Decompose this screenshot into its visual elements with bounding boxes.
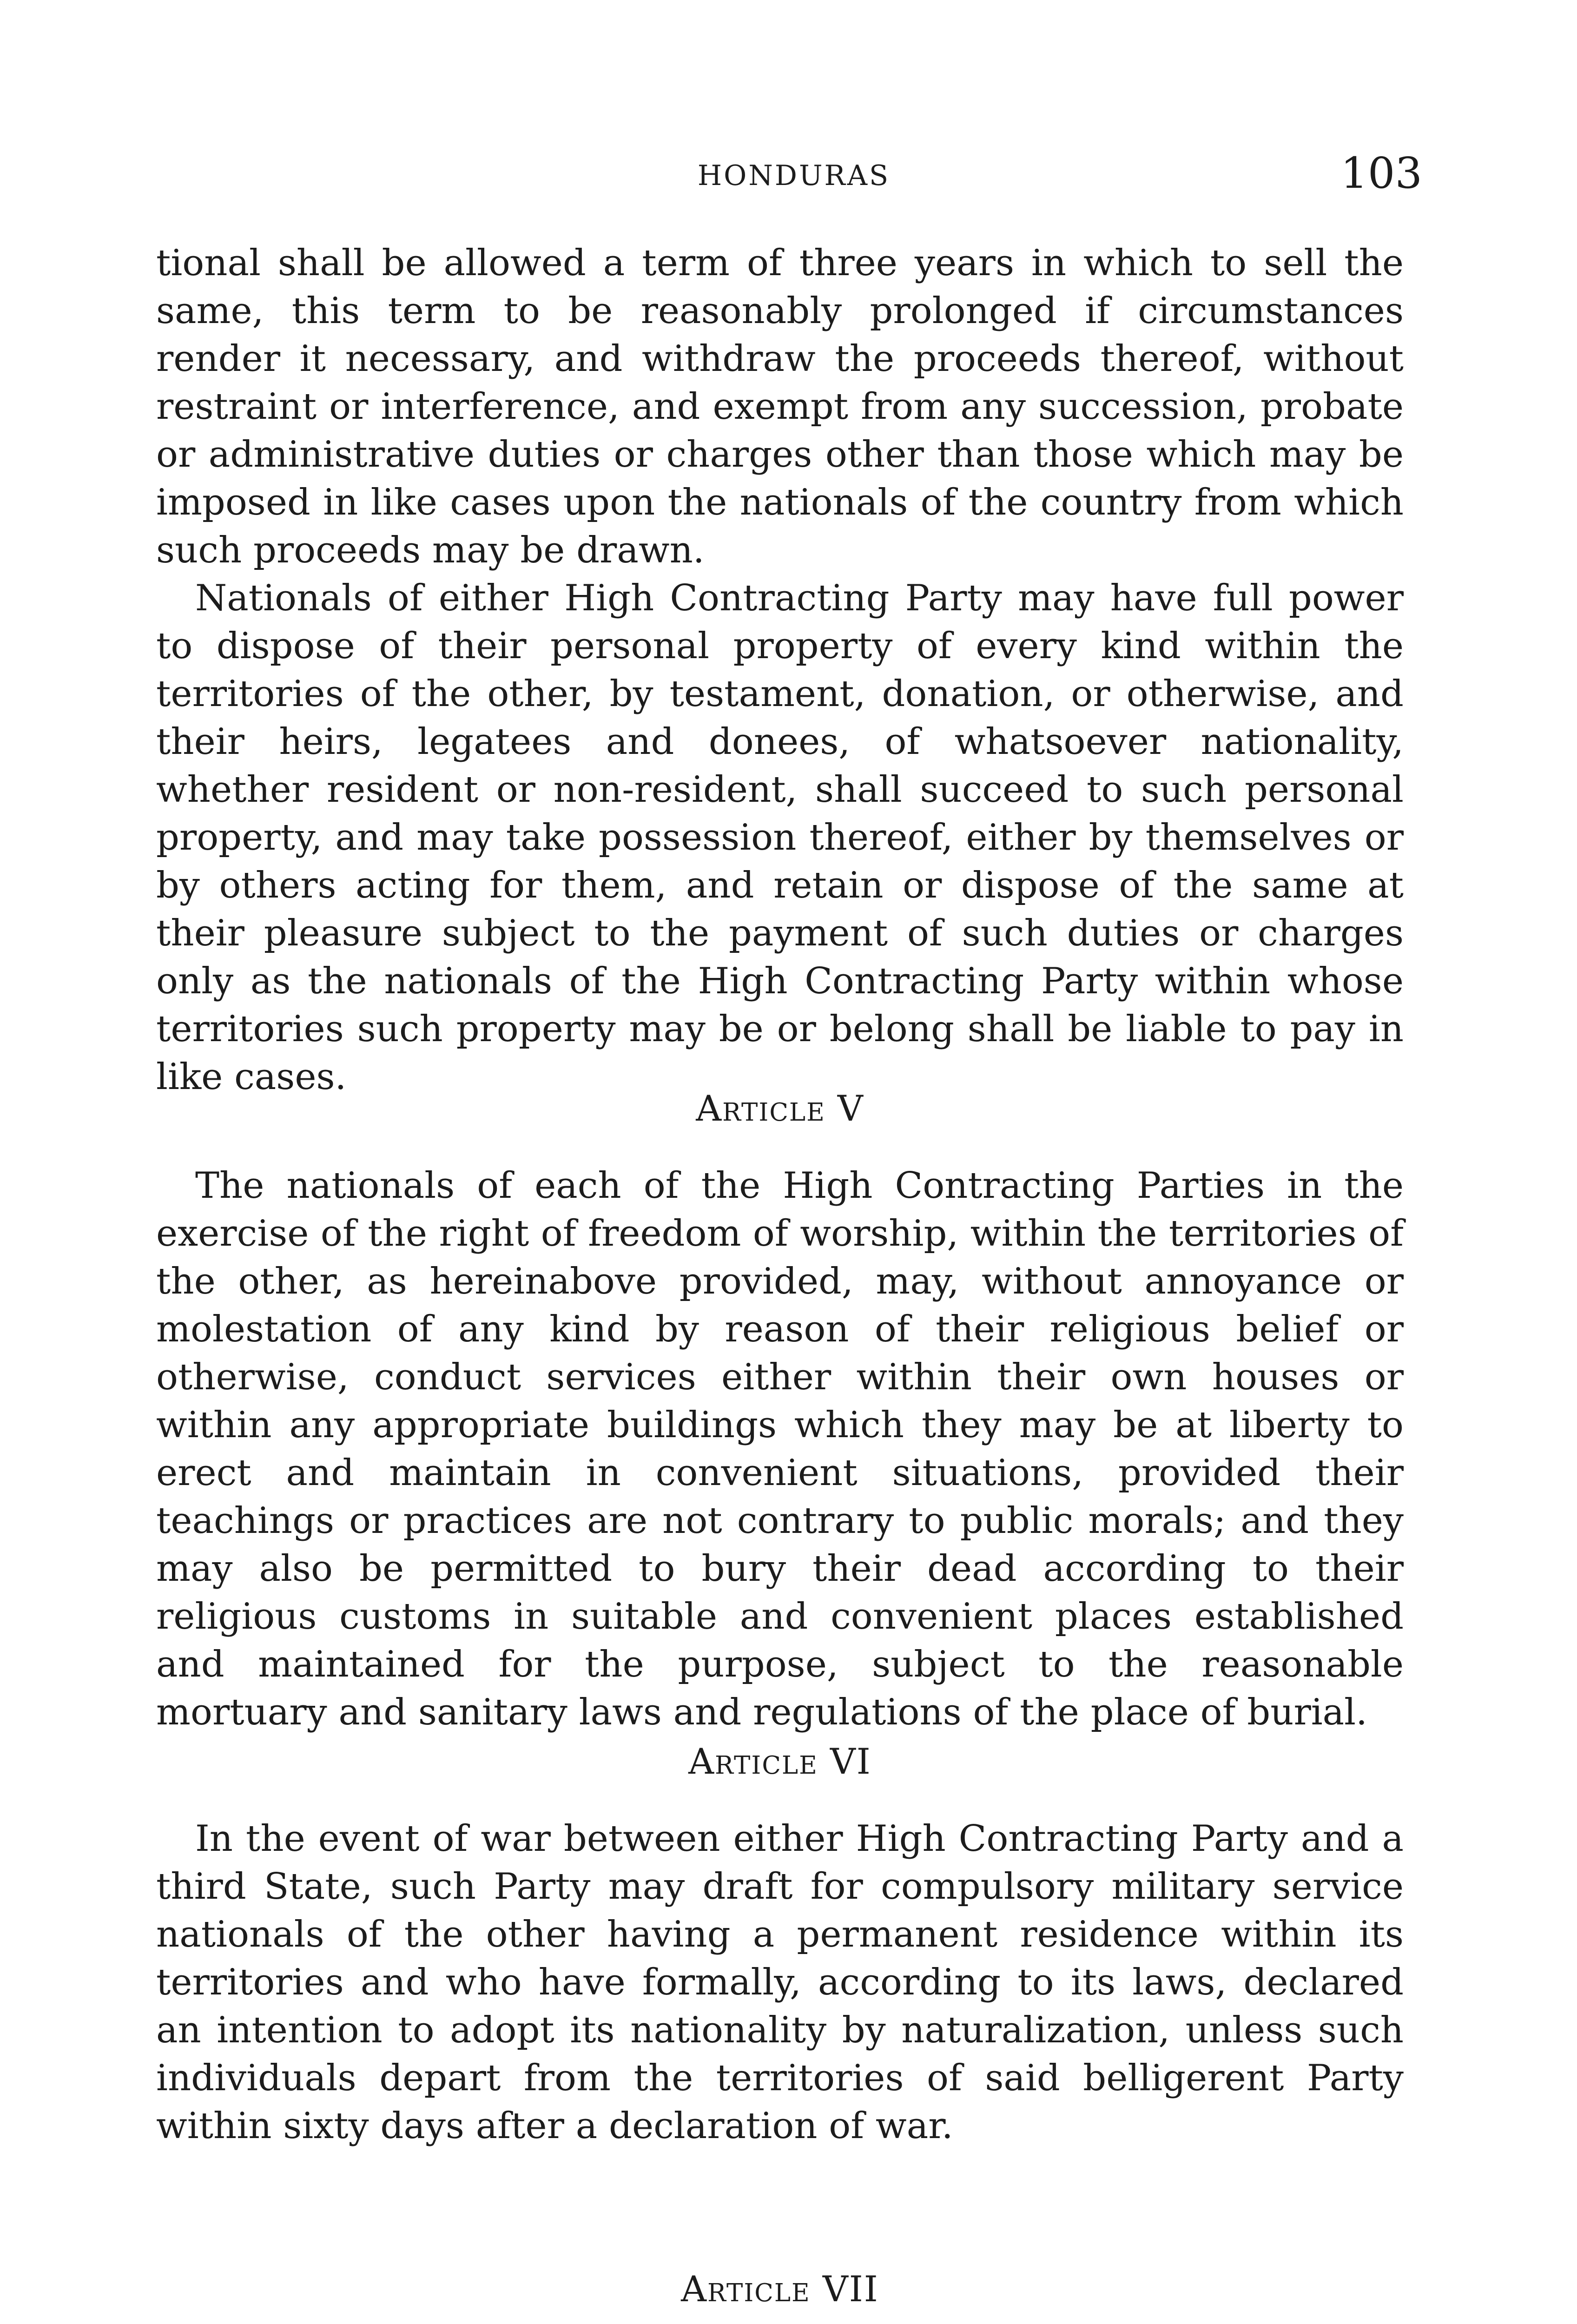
paragraph-freedom-of-worship: The nationals of each of the High Contracting Parties in the exercise of the right of freedom of worship, within the territories of the other, as hereinabove provided, may, without annoyance or molestation of any kind by reason of their religious belief or otherwise, conduct services either within their own houses or within any appropriate buildings which they may be at liberty to erect and maintain in convenient situations, provided their teachings or practices are not contrary to public morals; and they may also be permitted to bury their dead according to their religious customs in suitable and convenient places established and maintained for the purpose, subject to the reasonable mortuary and sanitary laws and regulations of the place of burial. — [156, 1165, 1404, 1733]
text-block-article-iv-continued — [156, 239, 1404, 1101]
article-vii-heading: Article VII — [681, 2268, 879, 2310]
paragraph-personal-property: Nationals of either High Contracting Party may have full power to dispose of their personal property of every kind within the territories of the other, by testament, donation, or otherwise, and their heirs, legatees and donees, of whatsoever nationality, whether resident or non-resident, shall succeed to such personal property, and may take possession thereof, either by themselves or by others acting for them, and retain or dispose of the same at their pleasure subject to the payment of such duties or charges only as the nationals of the High Contracting Party within whose territories such property may be or belong shall be liable to pay in like cases. — [156, 577, 1404, 1098]
paragraph-continued: tional shall be allowed a term of three years in which to sell the same, this term to be reasonably prolonged if circumstances render it necessary, and withdraw the proceeds thereof, without restraint or interference, and exempt from any succession, probate or administrative duties or charges other than those which may be imposed in like cases upon the nationals of the country from which such proceeds may be drawn. — [156, 242, 1404, 571]
running-title: HONDURAS — [697, 159, 891, 192]
text-block-article-vi — [156, 1815, 1404, 2150]
paragraph-military-service: In the event of war between either High Contracting Party and a third State, such Party may draft for compulsory military service nationals of the other having a permanent residence within its territories and who have formally, according to its laws, declared an intention to adopt its nationality by naturalization, unless such individuals depart from the territories of said belligerent Party within sixty days after a declaration of war. — [156, 1818, 1404, 2147]
article-v-heading: Article V — [696, 1088, 864, 1129]
text-block-article-v — [156, 1162, 1404, 1736]
page-number: 103 — [1340, 148, 1422, 198]
article-vi-heading: Article VI — [688, 1741, 871, 1782]
